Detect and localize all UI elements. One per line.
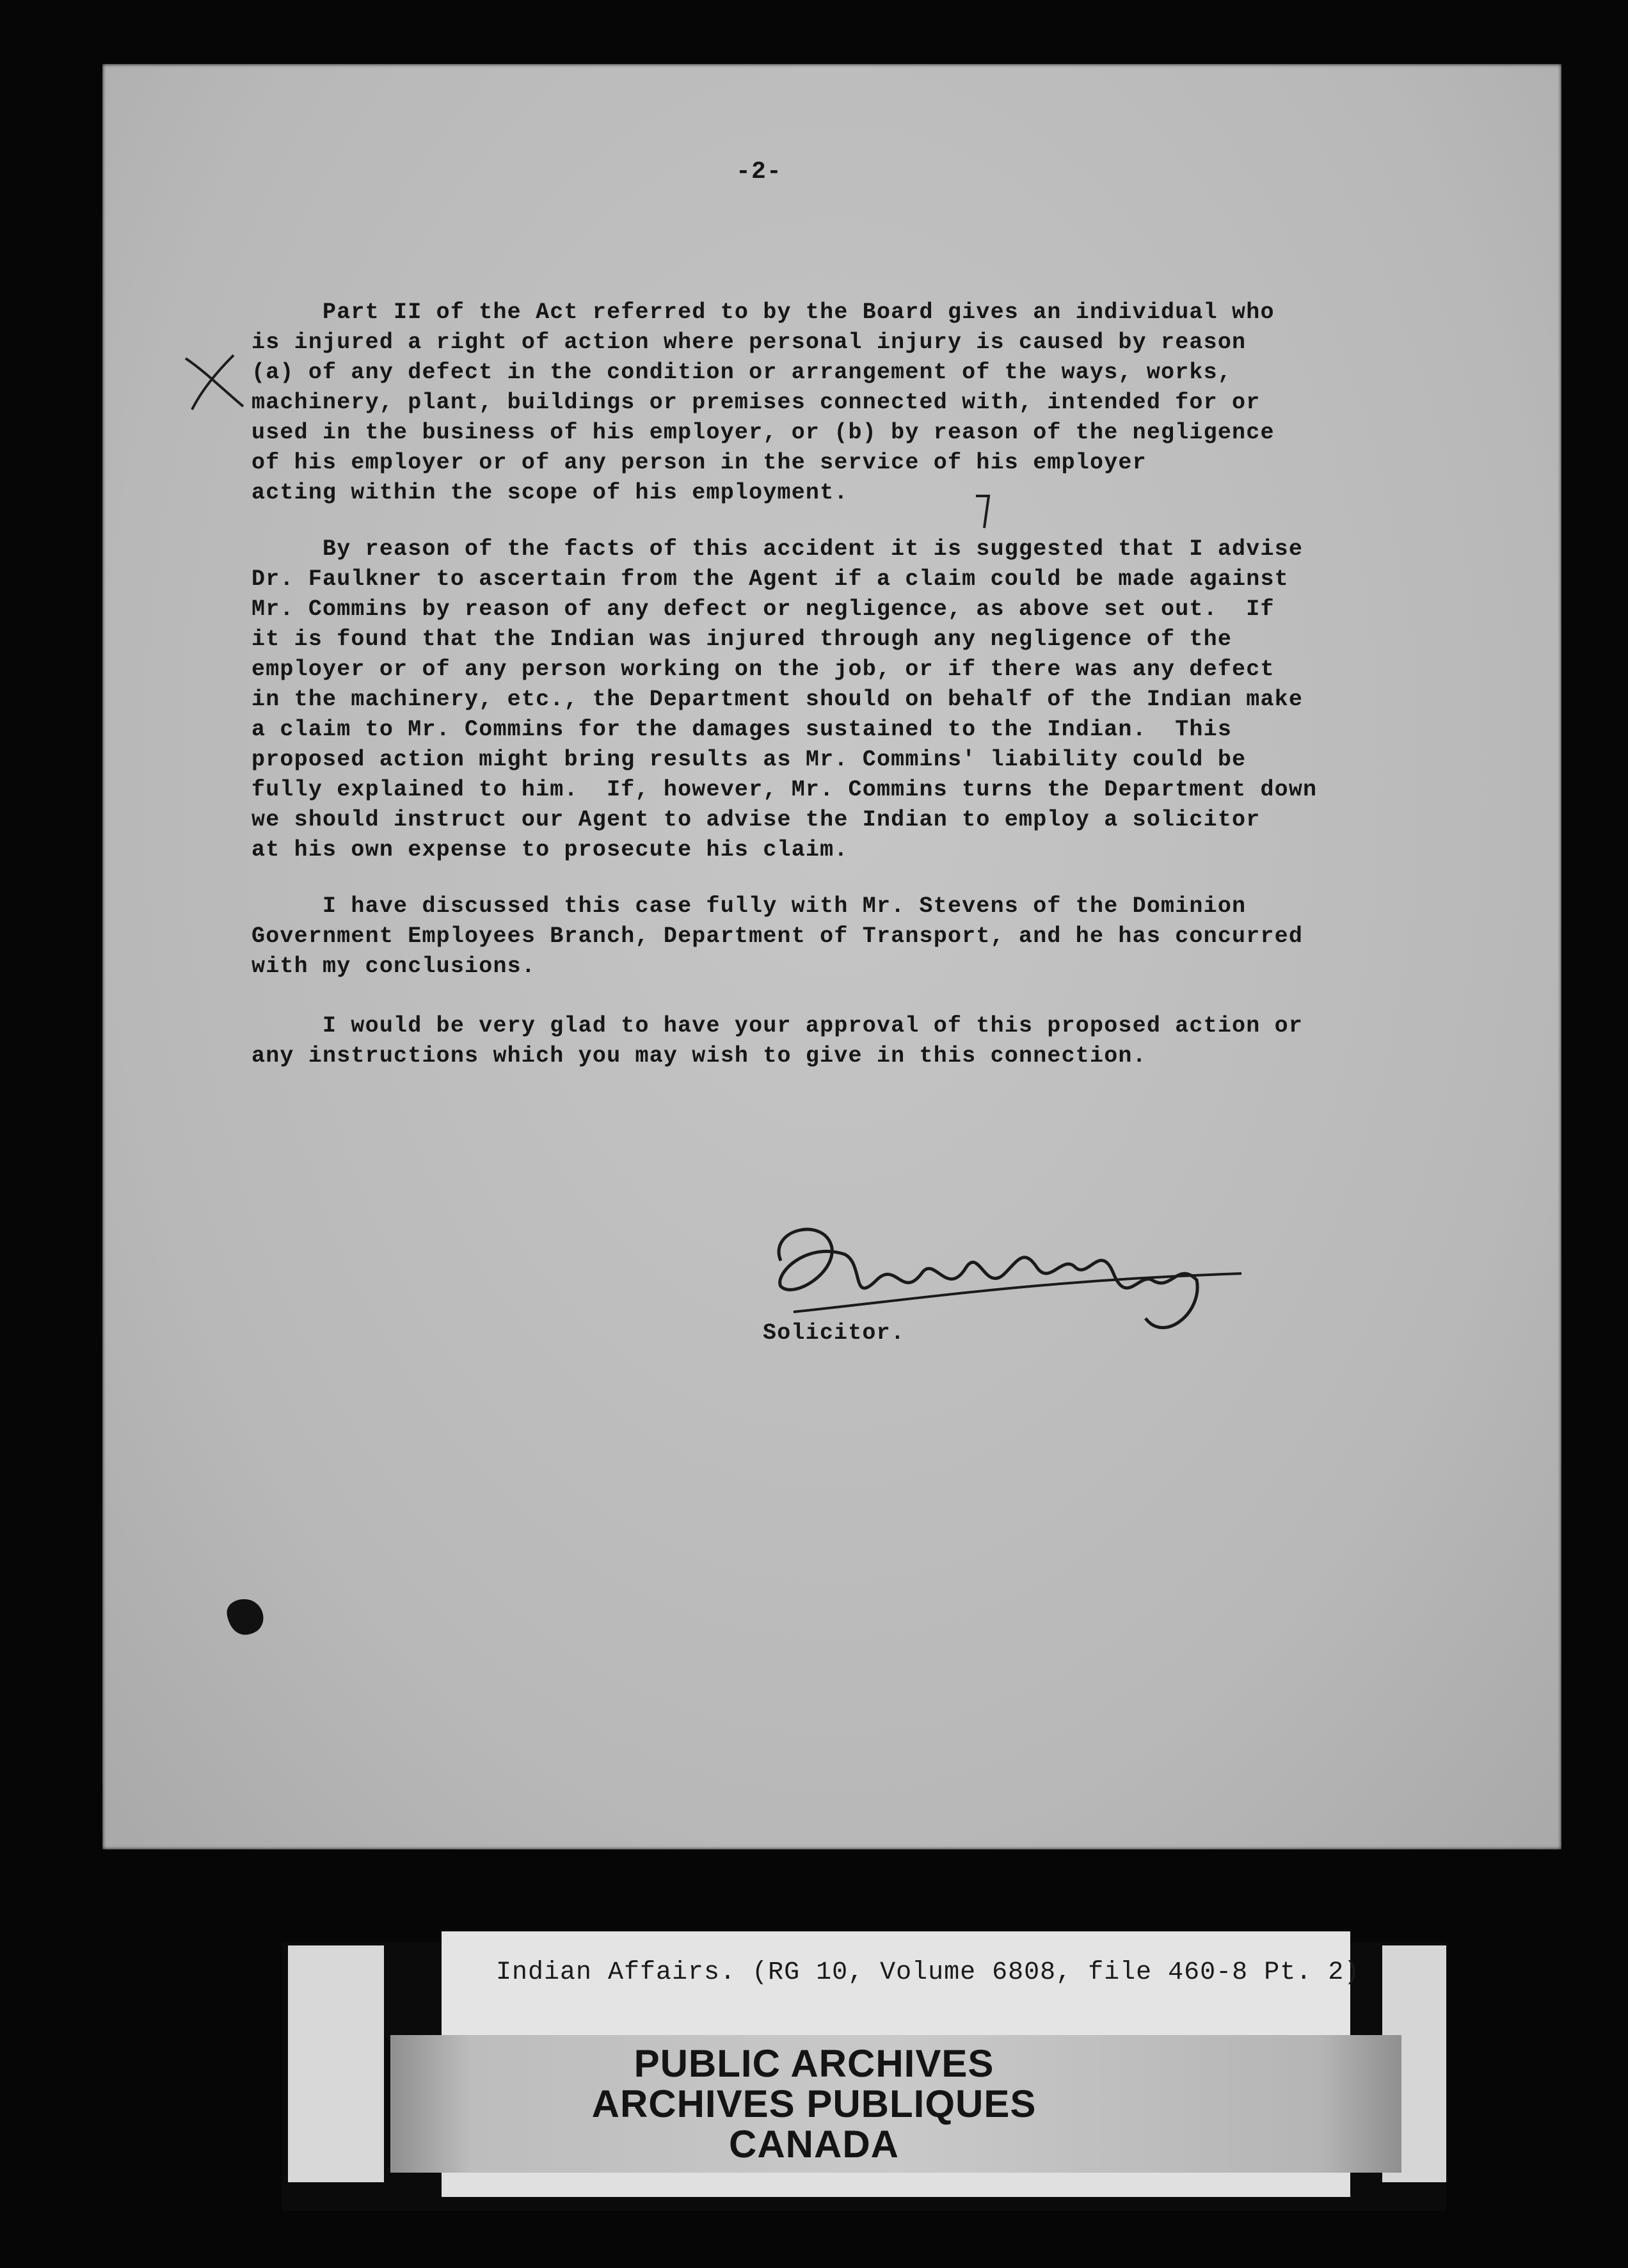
stamp-line-public-archives: PUBLIC ARCHIVES [634,2042,994,2085]
label-bottom-strip [442,2173,1350,2197]
ink-blot [221,1593,269,1638]
archive-caption: Indian Affairs. (RG 10, Volume 6808, file 460-8 Pt. 2) [496,1958,1361,1987]
paragraph-suggestion: By reason of the facts of this accident it is suggested that I advise Dr. Faulkner to ascertain from the Agent if a claim could be made against Mr. Commins by reason of any defect or negligence, as above set out. If it is found that the Indian was injured through any negligence of the employer or of any person working on the job, or if there was any defect in the machinery, etc., the Department should on behalf of the Indian make a claim to Mr. Commins for the damages sustained to the Indian. This proposed action might bring results as Mr. Commins' liability could be fully explained to him. If, however, Mr. Commins turns the Department down we should instruct our Agent to advise the Indian to employ a solicitor at his own expense to prosecute his claim. [251,536,1318,863]
stamp-line-canada: CANADA [729,2123,899,2166]
handwritten-x-mark [173,346,256,416]
paragraph-discussed: I have discussed this case fully with Mr. Stevens of the Dominion Government Employees Branch, Department of Transport, and he has concurred with my conclusions. [251,893,1304,979]
paragraph-approval: I would be very glad to have your approval of this proposed action or any instructions which you may wish to give in this connection. [251,1013,1304,1069]
paragraph-part-ii: Part II of the Act referred to by the Board gives an individual who is injured a right of action where personal injury is caused by reason (a) of any defect in the condition or arrangement of the ways, works, machinery, plant, buildings or premises connected with, intended for or used in the business of his employer, or (b) by reason of the negligence of his employer or of any person in the service of his employer acting within the scope of his employment. [251,299,1275,506]
stamp-line-archives-publiques: ARCHIVES PUBLIQUES [591,2082,1037,2125]
signature-title: Solicitor. [763,1320,906,1346]
page-number: -2- [736,158,783,186]
